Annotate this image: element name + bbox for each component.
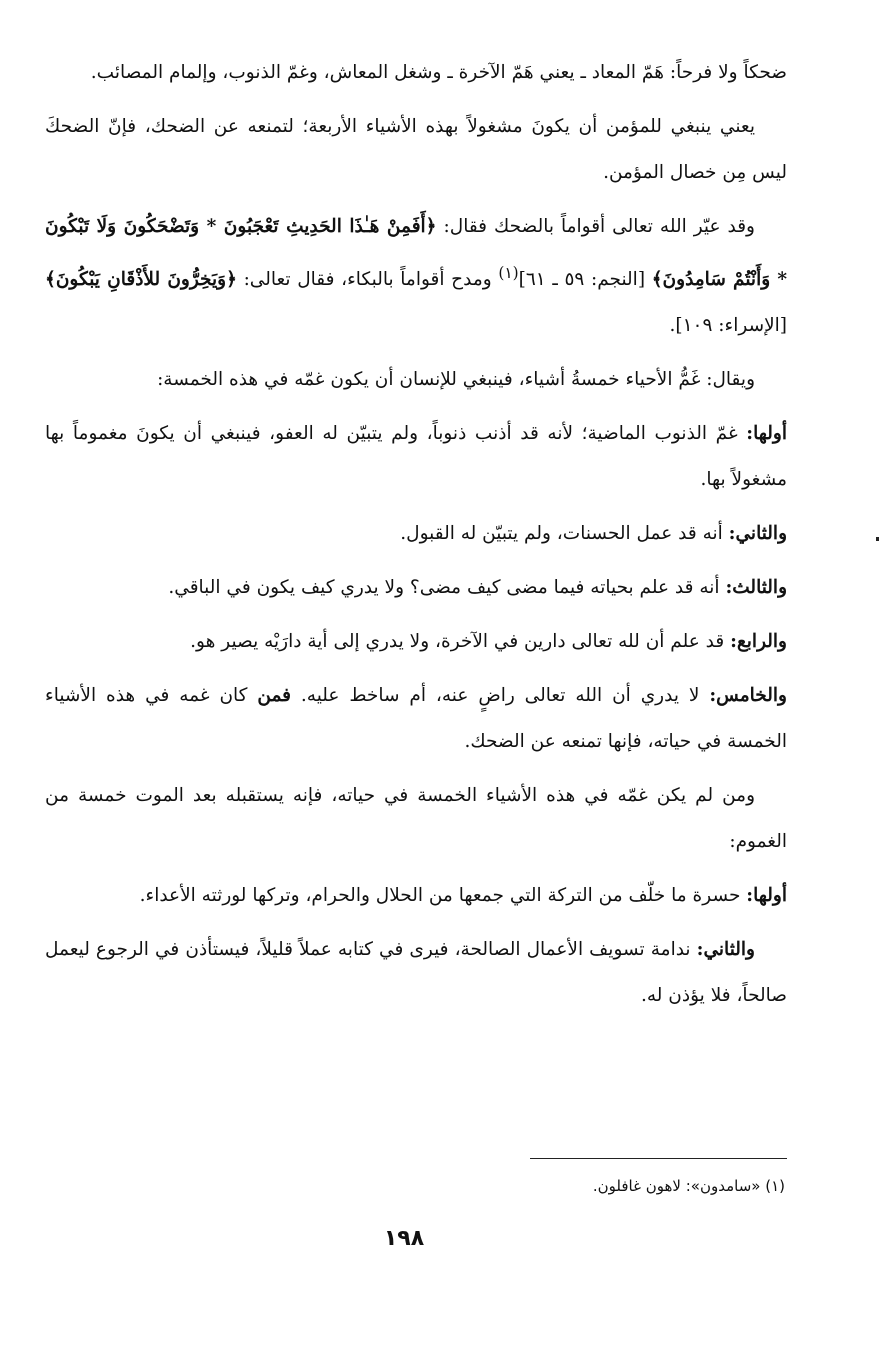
verse-reference-isra: [الإسراء: ١٠٩]. bbox=[669, 315, 787, 337]
list-lead-first: أولها: bbox=[746, 423, 787, 445]
paragraph-1-text: ضحكاً ولا فرحاً: هَمّ المعاد ـ يعني هَمّ الآخرة ـ وشغل المعاش، وغمّ الذنوب، وإلمام المصائب. bbox=[90, 62, 787, 83]
paragraph-3-middle: ومدح أقواماً بالبكاء، فقال تعالى: bbox=[243, 269, 492, 291]
main-text bbox=[45, 50, 787, 1027]
list-lead-second: والثاني: bbox=[728, 523, 787, 545]
footnote-marker: (١) bbox=[498, 264, 519, 282]
paragraph-11 bbox=[45, 873, 787, 919]
paragraph-6-text: أنه قد عمل الحسنات، ولم يتبيّن له القبول. bbox=[400, 523, 723, 545]
list-lead-first-after-death: أولها: bbox=[746, 885, 787, 907]
list-lead-fourth: والرابع: bbox=[730, 631, 787, 653]
paragraph-2-text: يعني ينبغي للمؤمن أن يكونَ مشغولاً بهذه الأشياء الأربعة؛ لتمنعه عن الضحك، فإنّ الضحكَ ليس مِن خصال المؤمن. bbox=[45, 116, 787, 183]
quran-verse-isra: ﴿وَيَخِرُّونَ للأَذْقَانِ يَبْكُونَ﴾ bbox=[45, 269, 237, 291]
list-lead-second-after-death: والثاني: bbox=[696, 939, 755, 961]
footnote-divider bbox=[530, 1158, 787, 1159]
paragraph-3 bbox=[45, 204, 787, 349]
paragraph-9-rest: كان غمه في هذه الأشياء الخمسة في حياته، فإنها تمنعه عن الضحك. bbox=[45, 685, 787, 753]
paragraph-4-text: ويقال: غَمُّ الأحياء خمسةُ أشياء، فينبغي للإنسان أن يكون غمّه في هذه الخمسة: bbox=[157, 369, 755, 391]
paragraph-6 bbox=[45, 511, 787, 557]
footnote: (١) «سامدون»: لاهون غافلون. bbox=[592, 1177, 785, 1195]
paragraph-8-text: قد علم أن لله تعالى دارين في الآخرة، ولا يدري إلى أية دارَيْه يصير هو. bbox=[190, 631, 725, 653]
paragraph-10 bbox=[45, 773, 787, 865]
list-lead-fifth: والخامس: bbox=[709, 685, 787, 707]
paragraph-7 bbox=[45, 565, 787, 611]
paragraph-1 bbox=[45, 50, 787, 96]
paragraph-12 bbox=[45, 927, 787, 1019]
paragraph-11-text: حسرة ما خلّف من التركة التي جمعها من الحلال والحرام، وتركها لورثته الأعداء. bbox=[139, 885, 741, 907]
page-number: ١٩٨ bbox=[383, 1226, 425, 1251]
paragraph-7-text: أنه قد علم بحياته فيما مضى كيف مضى؟ ولا يدري كيف يكون في الباقي. bbox=[168, 577, 720, 599]
paragraph-5 bbox=[45, 411, 787, 503]
paragraph-10-text: ومن لم يكن غمّه في هذه الأشياء الخمسة في حياته، فإنه يستقبله بعد الموت خمسة من الغموم: bbox=[45, 785, 787, 853]
verse-reference-najm: [النجم: ٥٩ ـ ٦١] bbox=[518, 269, 646, 291]
paragraph-4 bbox=[45, 357, 787, 403]
paragraph-5-text: غمّ الذنوب الماضية؛ لأنه قد أذنب ذنوباً، ولم يتبيّن له العفو، فينبغي أن يكونَ مغموماً بها مشغولاً بها. bbox=[45, 423, 787, 491]
paragraph-2 bbox=[45, 104, 787, 196]
list-lead-third: والثالث: bbox=[725, 577, 787, 599]
paragraph-9 bbox=[45, 673, 787, 765]
quran-verse-najm: ﴿أَفَمِنْ هَـٰذَا الحَدِيثِ تَعْجَبُونَ * وَتَضْحَكُونَ وَلَا تَبْكُونَ * وَأَنْتُمْ سَامِدُونَ﴾ bbox=[45, 216, 788, 291]
paragraph-9-bold-phrase: فمن bbox=[257, 685, 292, 707]
paragraph-8 bbox=[45, 619, 787, 665]
paragraph-9-text: لا يدري أن الله تعالى راضٍ عنه، أم ساخط عليه. bbox=[300, 685, 700, 707]
paragraph-12-text: ندامة تسويف الأعمال الصالحة، فيرى في كتابه عملاً قليلاً، فيستأذن في الرجوع ليعمل صالحاً، فلا يؤذن له. bbox=[45, 939, 787, 1007]
paragraph-3-intro: وقد عيّر الله تعالى أقواماً بالضحك فقال: bbox=[443, 216, 755, 237]
scan-speck bbox=[876, 537, 879, 541]
